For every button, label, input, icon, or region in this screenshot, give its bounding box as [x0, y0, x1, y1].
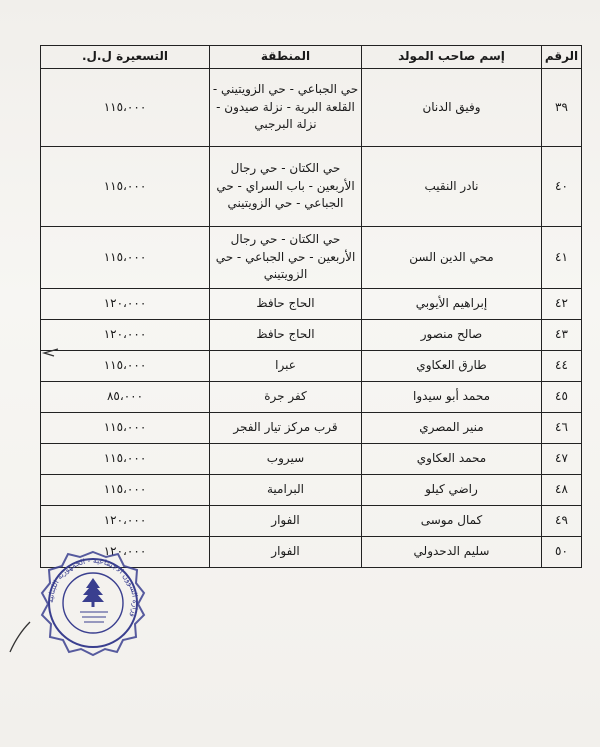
row-number: ٤٣ [542, 320, 582, 351]
row-name: وفيق الدنان [362, 69, 542, 147]
row-name: نادر النقيب [362, 147, 542, 227]
row-name: صالح منصور [362, 320, 542, 351]
row-name: منير المصري [362, 413, 542, 444]
row-price: ١٢٠،٠٠٠ [41, 537, 210, 568]
row-number: ٤٦ [542, 413, 582, 444]
stamp-ring-text: وزارة الشؤون الاجتماعية - الجمهورية اللبنانية [45, 555, 141, 619]
row-number: ٤١ [542, 227, 582, 289]
row-area: كفر جرة [210, 382, 362, 413]
row-name: سليم الدحدولي [362, 537, 542, 568]
row-area: البرامية [210, 475, 362, 506]
row-name: طارق العكاوي [362, 351, 542, 382]
row-price: ١٢٠،٠٠٠ [41, 506, 210, 537]
row-price: ١١٥،٠٠٠ [41, 475, 210, 506]
header-price: التسعيرة ل.ل. [41, 46, 210, 69]
row-name: محمد العكاوي [362, 444, 542, 475]
header-number: الرقم [542, 46, 582, 69]
row-price: ٨٥،٠٠٠ [41, 382, 210, 413]
row-price: ١١٥،٠٠٠ [41, 444, 210, 475]
row-number: ٤٢ [542, 289, 582, 320]
row-name: محمد أبو سيدوا [362, 382, 542, 413]
row-number: ٤٩ [542, 506, 582, 537]
row-price: ١٢٠،٠٠٠ [41, 289, 210, 320]
row-number: ٤٨ [542, 475, 582, 506]
row-area: حي الكتان - حي رجال الأربعين - باب السراي - حي الجباعي - حي الزويتيني [210, 147, 362, 227]
row-number: ٥٠ [542, 537, 582, 568]
row-area: الحاج حافظ [210, 289, 362, 320]
row-area: قرب مركز تيار الفجر [210, 413, 362, 444]
row-number: ٤٧ [542, 444, 582, 475]
row-price: ١١٥،٠٠٠ [41, 227, 210, 289]
row-number: ٤٥ [542, 382, 582, 413]
row-price: ١١٥،٠٠٠ [41, 69, 210, 147]
row-price: ١١٥،٠٠٠ [41, 413, 210, 444]
row-name: إبراهيم الأيوبي [362, 289, 542, 320]
row-price: ١١٥،٠٠٠ [41, 351, 210, 382]
header-area: المنطقة [210, 46, 362, 69]
header-name: إسم صاحب المولد [362, 46, 542, 69]
row-name: كمال موسى [362, 506, 542, 537]
row-name: محي الدين السن [362, 227, 542, 289]
row-area: حي الكتان - حي رجال الأربعين - حي الجباعي - حي الزويتيني [210, 227, 362, 289]
row-number: ٤٤ [542, 351, 582, 382]
row-area: سيروب [210, 444, 362, 475]
row-price: ١١٥،٠٠٠ [41, 147, 210, 227]
row-area: الفوار [210, 506, 362, 537]
row-area: عبرا [210, 351, 362, 382]
row-area: الحاج حافظ [210, 320, 362, 351]
row-area: حي الجباعي - حي الزويتيني - القلعة البرية - نزلة صيدون - نزلة البرجبي [210, 69, 362, 147]
row-number: ٣٩ [542, 69, 582, 147]
row-name: راضي كيلو [362, 475, 542, 506]
row-price: ١٢٠،٠٠٠ [41, 320, 210, 351]
row-number: ٤٠ [542, 147, 582, 227]
row-area: الفوار [210, 537, 362, 568]
